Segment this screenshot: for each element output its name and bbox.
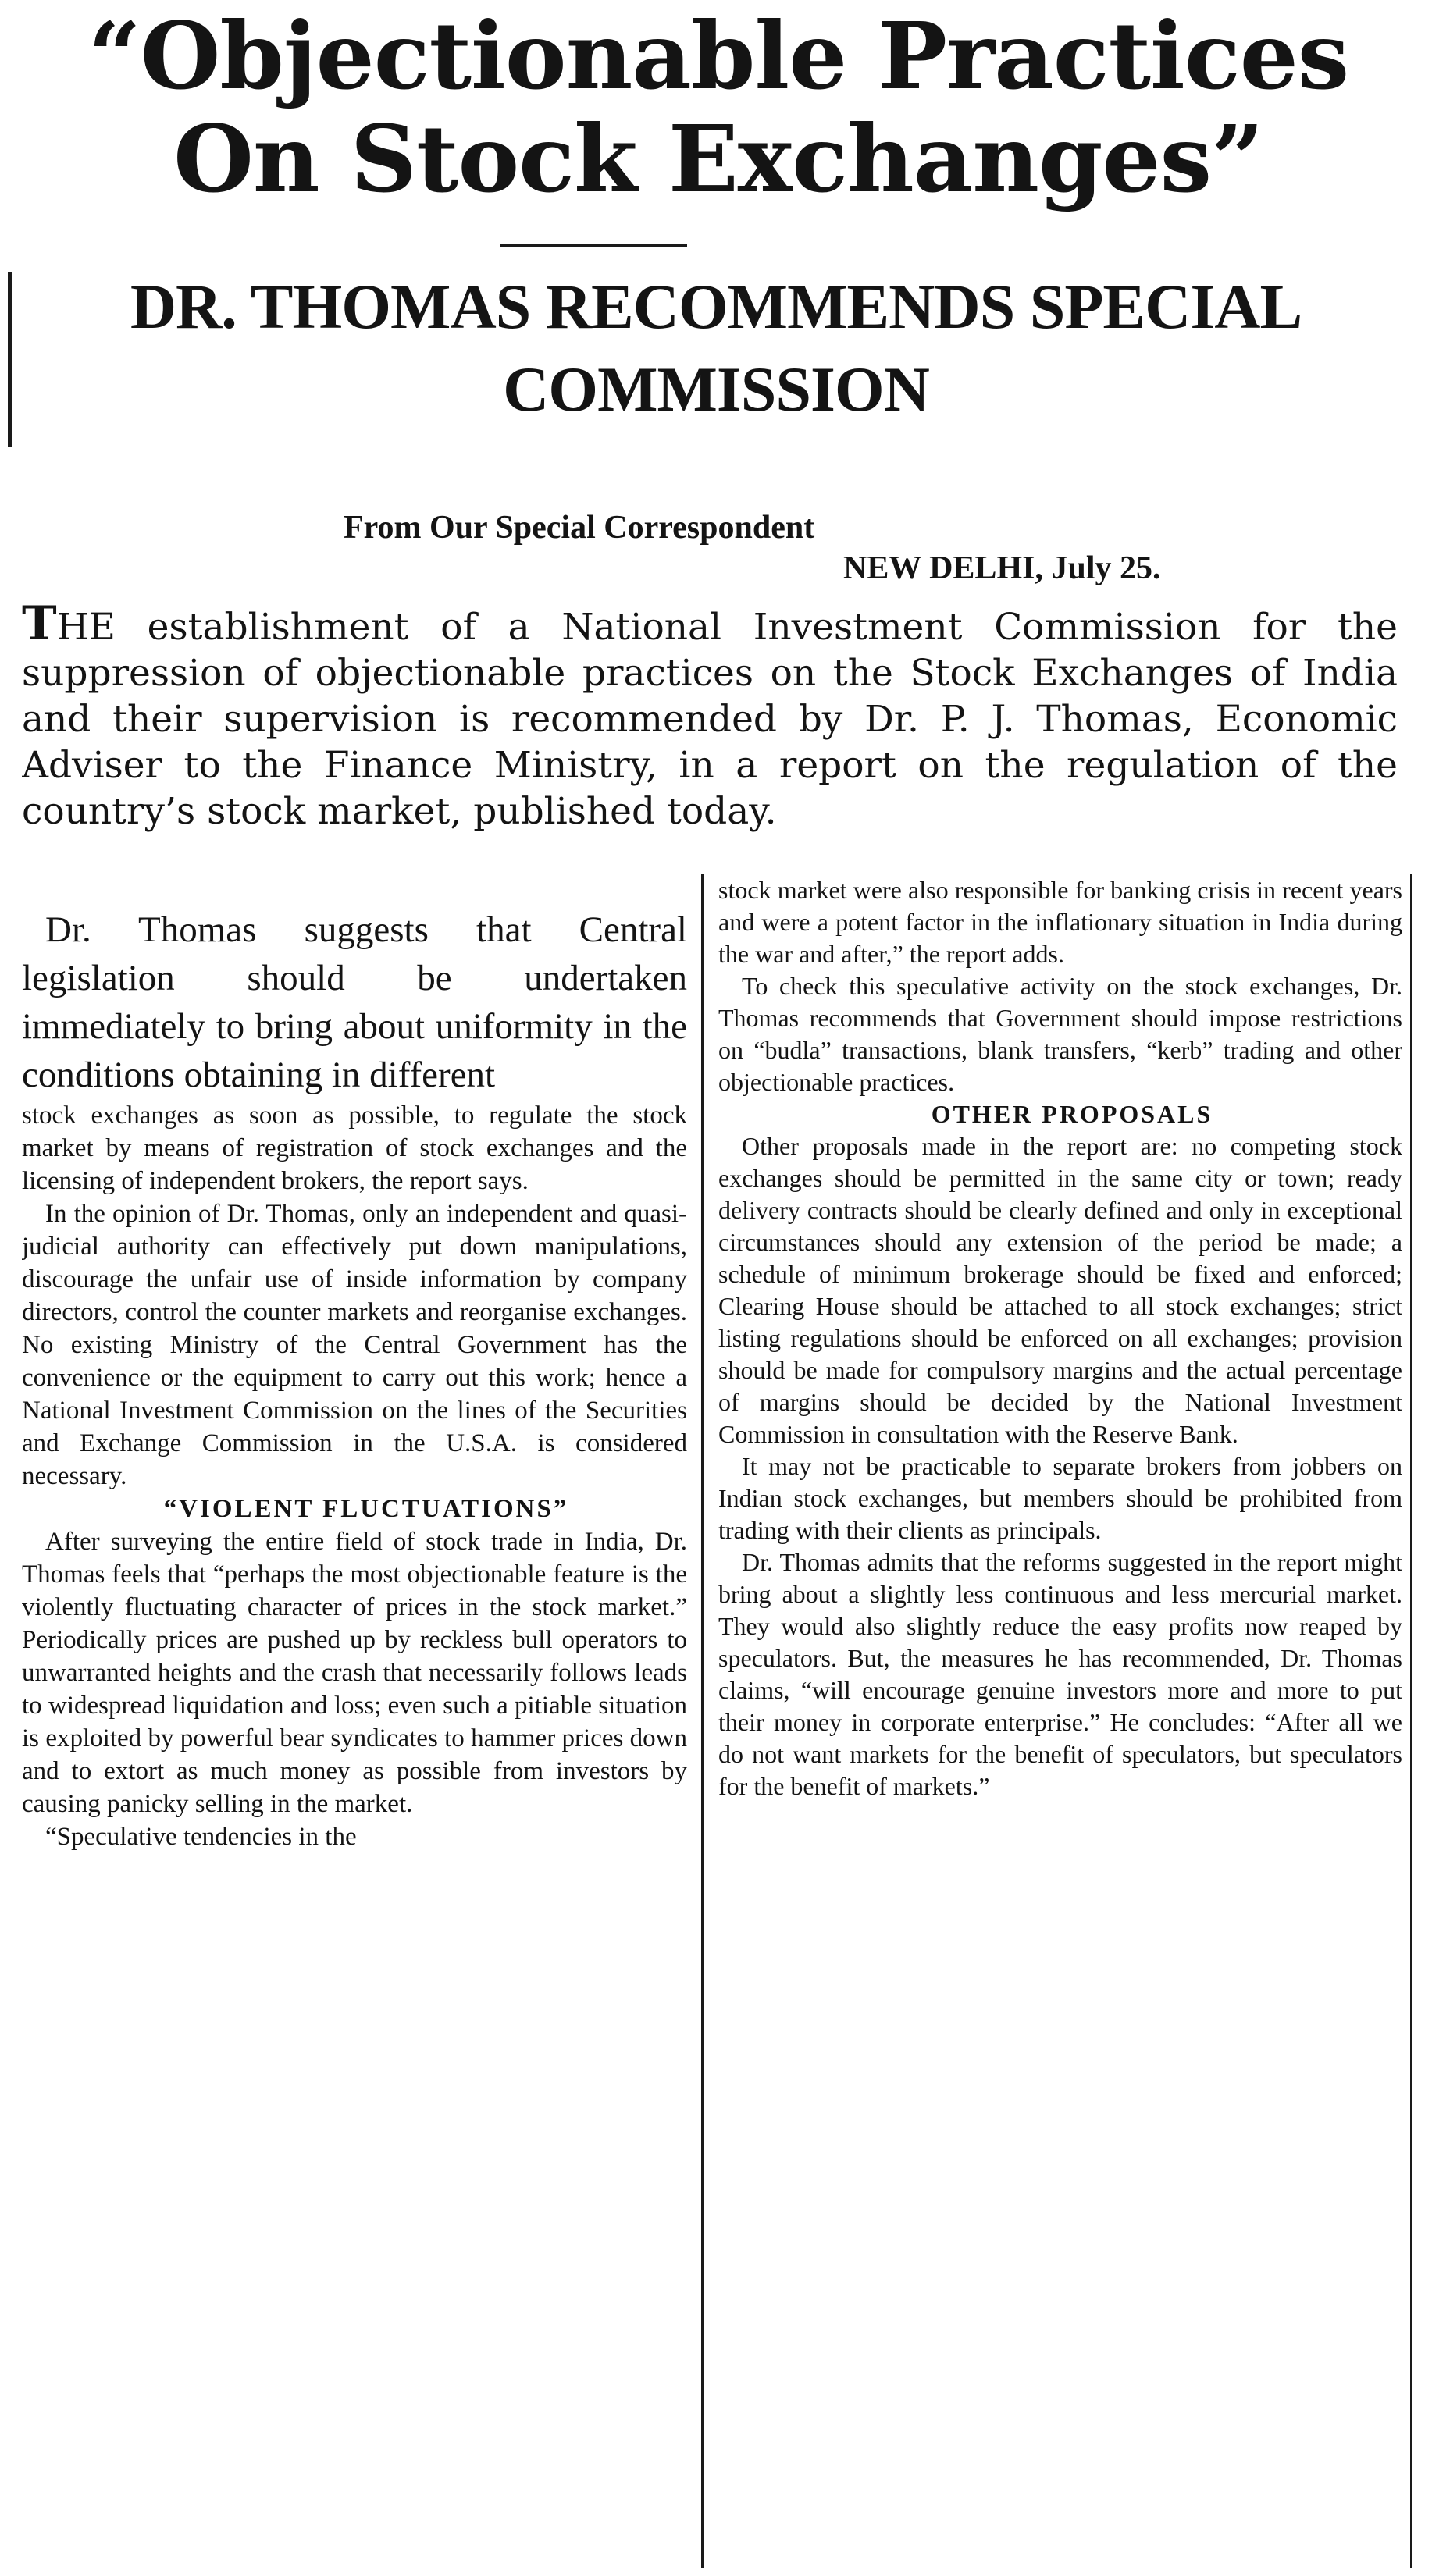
section-heading-violent-fluctuations: “VIOLENT FLUCTUATIONS” — [163, 1495, 569, 1523]
subheadline-bracket — [8, 272, 12, 447]
right-paragraph-3: Other proposals made in the report are: no competing stock exchanges should be permitted in the same city or town; ready delivery contracts should be clearly defined and only in exceptional circumstances should any extension of the period be made; a schedule of minimum brokerage should be fixed and enforced; Clearing House should be attached to all stock exchanges; strict listing regulations should be enforced on all exchanges; provision should be made for compulsory margins and the actual percentage of margins should be decided by the National Investment Commission in consultation with the Reserve Bank. — [718, 1132, 1402, 1448]
right-paragraph-5: Dr. Thomas admits that the reforms suggested in the report might bring about a slightly less continuous and less mercurial market. They would also slightly reduce the easy profits now reaped by speculators. But, the measures he has recommended, Dr. Thomas claims, “will encourage genuine investors more and more to put their money in corporate enterprise.” He concludes: “After all we do not want markets for the benefit of speculators, but speculators for the benefit of markets.” — [718, 1548, 1402, 1800]
left-paragraph-4: “Speculative tendencies in the — [45, 1823, 357, 1851]
lead-text: HE establishment of a National Investment Commission for the suppression of objectionable practices on the Stock Exchanges of India and their supervision is recommended by Dr. P. J. Thomas, Economic Adviser to the Finance Ministry, in a report on the regulation of the country’s stock market, published today. — [22, 606, 1398, 833]
left-intro-large-text: Dr. Thomas suggests that Central legislation should be undertaken immediately to bring about uniformity in the conditions obtaining in different — [22, 909, 687, 1095]
right-paragraph-2: To check this speculative activity on the stock exchanges, Dr. Thomas recommends that Government should impose restrictions on “budla” transactions, blank transfers, “kerb” trading and other objectionable practices. — [718, 972, 1402, 1096]
byline: From Our Special Correspondent — [344, 510, 815, 546]
headline: “Objectionable Practices On Stock Exchanges” — [87, 2, 1349, 213]
column-divider — [701, 874, 704, 2568]
left-intro-rest: stock exchanges as soon as possible, to regulate the stock market by means of registration of stock exchanges and the licensing of independent brokers, the report says. — [22, 1101, 687, 1195]
column-right-border — [1410, 874, 1412, 2568]
left-paragraph-3: After surveying the entire field of stock trade in India, Dr. Thomas feels that “perhaps the most objectionable feature is the violently fluctuating character of prices in the stock market.” Periodically prices are pushed up by reckless bull operators to unwarranted heights and the crash that necessarily follows leads to widespread liquidation and loss; even such a pitiable situation is exploited by powerful bear syndicates to hammer prices down and to extort as much money as possible from investors by causing panicky selling in the market. — [22, 1528, 687, 1818]
drop-cap: T — [22, 601, 57, 651]
section-heading-other-proposals: OTHER PROPOSALS — [931, 1100, 1213, 1128]
right-paragraph-4: It may not be practicable to separate brokers from jobbers on Indian stock exchanges, but members should be prohibited from trading with their clients as principals. — [718, 1452, 1402, 1544]
left-paragraph-2: In the opinion of Dr. Thomas, only an independent and quasi-judicial authority can effectively put down manipulations, discourage the unfair use of inside information by company directors, control the counter markets and reorganise exchanges. No existing Ministry of the Central Government has the convenience or the equipment to carry out this work; hence a National Investment Commission on the lines of the Securities and Exchange Commission in the U.S.A. is considered necessary. — [22, 1200, 687, 1490]
left-intro-large — [22, 906, 687, 1099]
headline-divider — [500, 244, 687, 247]
lead-paragraph — [22, 601, 1398, 882]
right-paragraph-1: stock market were also responsible for banking crisis in recent years and were a potent factor in the inflationary situation in India during the war and after,” the report adds. — [718, 876, 1402, 968]
dateline: NEW DELHI, July 25. — [843, 550, 1161, 586]
left-column — [22, 906, 687, 2568]
subheadline: DR. THOMAS RECOMMENDS SPECIAL COMMISSION — [130, 271, 1302, 425]
right-column — [718, 874, 1402, 2568]
